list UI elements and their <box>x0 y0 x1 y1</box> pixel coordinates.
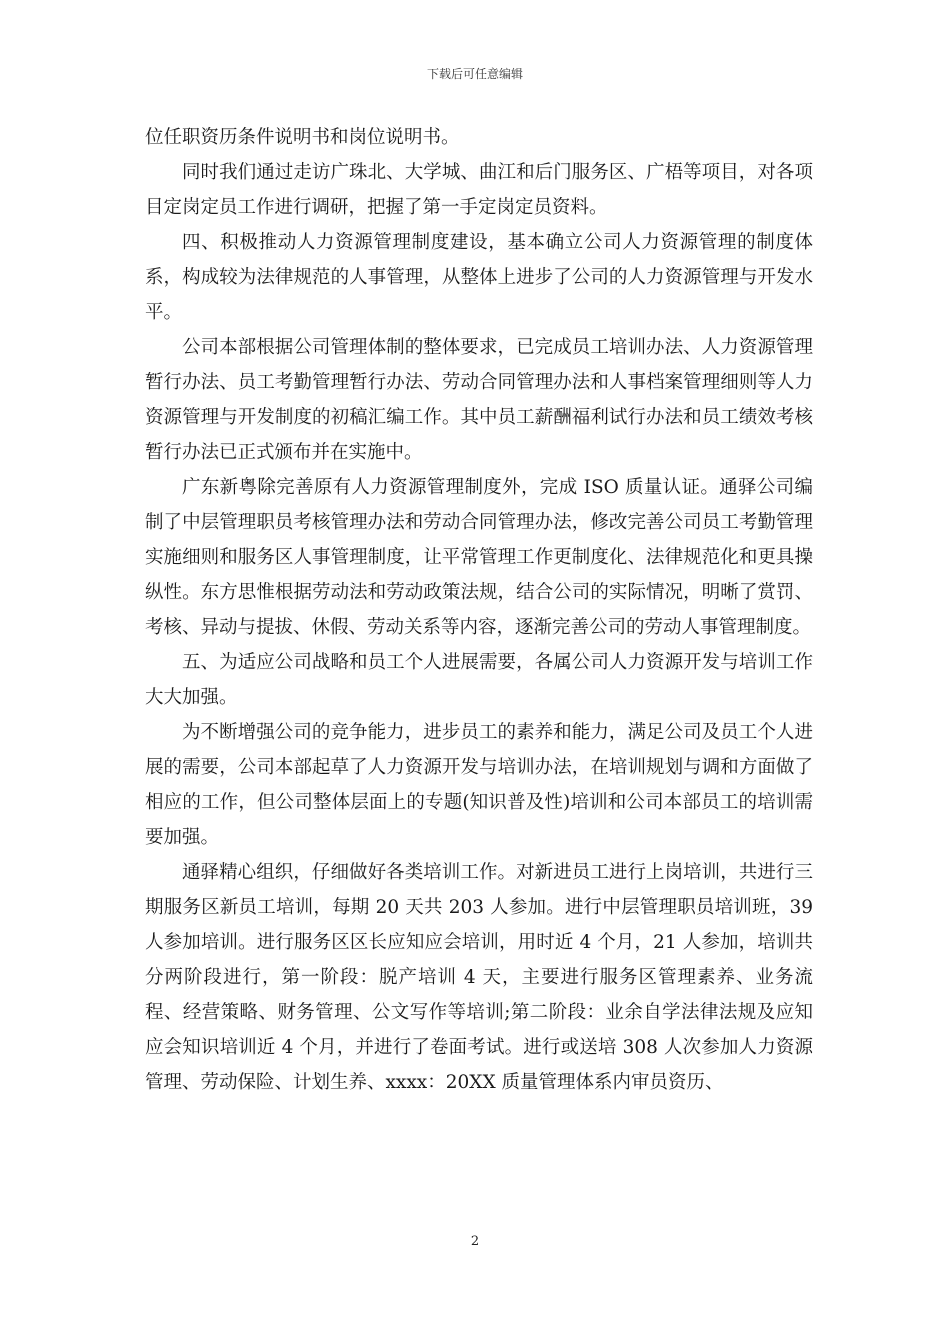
paragraph-section-five-heading: 五、为适应公司战略和员工个人进展需要，各属公司人力资源开发与培训工作大大加强。 <box>145 652 813 708</box>
page-header: 下载后可任意编辑 <box>426 67 523 81</box>
document-body <box>145 120 813 1100</box>
paragraph-training-plan: 为不断增强公司的竞争能力，进步员工的素养和能力，满足公司及员工个人进展的需要，公司本部起草了人力资源开发与培训办法，在培训规划与调和方面做了相应的工作，但公司整体层面上的专题(知识普及性)培训和公司本部员工的培训需要加强。 <box>145 722 813 848</box>
page-number: 2 <box>470 1234 480 1249</box>
paragraph-section-four-heading: 四、积极推动人力资源管理制度建设，基本确立公司人力资源管理的制度体系，构成较为法律规范的人事管理，从整体上进步了公司的人力资源管理与开发水平。 <box>145 232 813 323</box>
paragraph-subsidiary-policies: 广东新粤除完善原有人力资源管理制度外，完成 ISO 质量认证。通驿公司编制了中层管理职员考核管理办法和劳动合同管理办法，修改完善公司员工考勤管理实施细则和服务区人事管理制度，让平常管理工作更制度化、法律规范化和更具操纵性。东方思惟根据劳动法和劳动政策法规，结合公司的实际情况，明晰了赏罚、考核、异动与提拔、休假、劳动关系等内容，逐渐完善公司的劳动人事管理制度。 <box>145 477 813 638</box>
paragraph-site-visits: 同时我们通过走访广珠北、大学城、曲江和后门服务区、广梧等项目，对各项目定岗定员工作进行调研，把握了第一手定岗定员资料。 <box>145 162 813 218</box>
paragraph-hq-policies: 公司本部根据公司管理体制的整体要求，已完成员工培训办法、人力资源管理暂行办法、员工考勤管理暂行办法、劳动合同管理办法和人事档案管理细则等人力资源管理与开发制度的初稿汇编工作。其中员工薪酬福利试行办法和员工绩效考核暂行办法已正式颁布并在实施中。 <box>145 337 813 463</box>
paragraph-continuation: 位任职资历条件说明书和岗位说明书。 <box>145 127 460 148</box>
paragraph-training-details: 通驿精心组织，仔细做好各类培训工作。对新进员工进行上岗培训，共进行三期服务区新员工培训，每期 20 天共 203 人参加。进行中层管理职员培训班，39 人参加培训。进行服务区区长应知应会培训，用时近 4 个月，21 人参加，培训共分两阶段进行，第一阶段：脱产培训 4 天，主要进行服务区管理素养、业务流程、经营策略、财务管理、公文写作等培训;第二阶段：业余自学法律法规及应知应会知识培训近 4 个月，并进行了卷面考试。进行或送培 308 人次参加人力资源管理、劳动保险、计划生养、xxxx：20XX 质量管理体系内审员资历、 <box>145 862 813 1093</box>
